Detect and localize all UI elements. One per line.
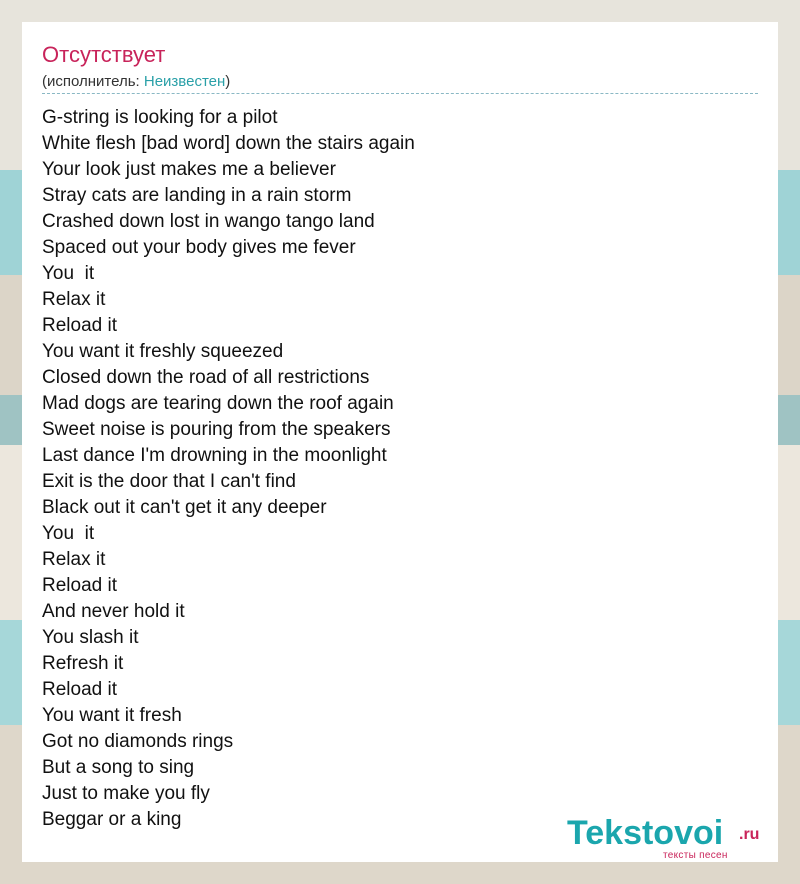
lyric-line: Sweet noise is pouring from the speakers bbox=[42, 419, 391, 440]
lyric-line: Reload it bbox=[42, 315, 117, 336]
lyric-line: Relax it bbox=[42, 289, 106, 310]
logo-domain: .ru bbox=[739, 826, 760, 843]
lyric-line: Closed down the road of all restrictions bbox=[42, 367, 370, 388]
lyrics-card bbox=[22, 22, 778, 862]
lyric-line: Crashed down lost in wango tango land bbox=[42, 211, 375, 232]
lyric-line: Your look just makes me a believer bbox=[42, 159, 336, 180]
lyric-line: Stray cats are landing in a rain storm bbox=[42, 185, 352, 206]
artist-link[interactable]: Неизвестен bbox=[143, 73, 226, 90]
lyric-line: Relax it bbox=[42, 549, 106, 570]
lyric-line: Refresh it bbox=[42, 653, 124, 674]
lyric-line: White flesh [bad word] down the stairs again bbox=[42, 133, 415, 154]
lyric-line: G-string is looking for a pilot bbox=[42, 107, 278, 128]
song-title: Отсутствует bbox=[42, 42, 166, 67]
artist-suffix: ) bbox=[225, 73, 231, 90]
lyric-line: Reload it bbox=[42, 575, 117, 596]
lyric-line: Reload it bbox=[42, 679, 117, 700]
lyric-line: You want it fresh bbox=[42, 705, 182, 726]
lyric-line: You slash it bbox=[42, 627, 139, 648]
header-divider bbox=[42, 93, 758, 94]
logo-tagline: тексты песен bbox=[663, 850, 728, 861]
artist-prefix: (исполнитель: bbox=[42, 73, 144, 90]
lyric-line: Got no diamonds rings bbox=[42, 731, 234, 752]
lyric-line: And never hold it bbox=[42, 601, 185, 622]
lyric-line: You want it freshly squeezed bbox=[42, 341, 284, 362]
artist-line bbox=[42, 73, 230, 90]
lyric-line: But a song to sing bbox=[42, 757, 195, 778]
lyric-line: Exit is the door that I can't find bbox=[42, 471, 296, 492]
site-logo[interactable] bbox=[567, 814, 772, 861]
lyric-line: Just to make you fly bbox=[42, 783, 210, 804]
lyric-line: Spaced out your body gives me fever bbox=[42, 237, 356, 258]
lyric-line: Last dance I'm drowning in the moonlight bbox=[42, 445, 387, 466]
lyrics-text bbox=[42, 105, 415, 833]
lyric-line: Mad dogs are tearing down the roof again bbox=[42, 393, 394, 414]
lyric-line: You it bbox=[42, 523, 95, 544]
lyric-line: Black out it can't get it any deeper bbox=[42, 497, 327, 518]
lyric-line: You it bbox=[42, 263, 95, 284]
logo-wordmark: Tekstovoi bbox=[567, 814, 724, 852]
lyric-line: Beggar or a king bbox=[42, 809, 182, 830]
